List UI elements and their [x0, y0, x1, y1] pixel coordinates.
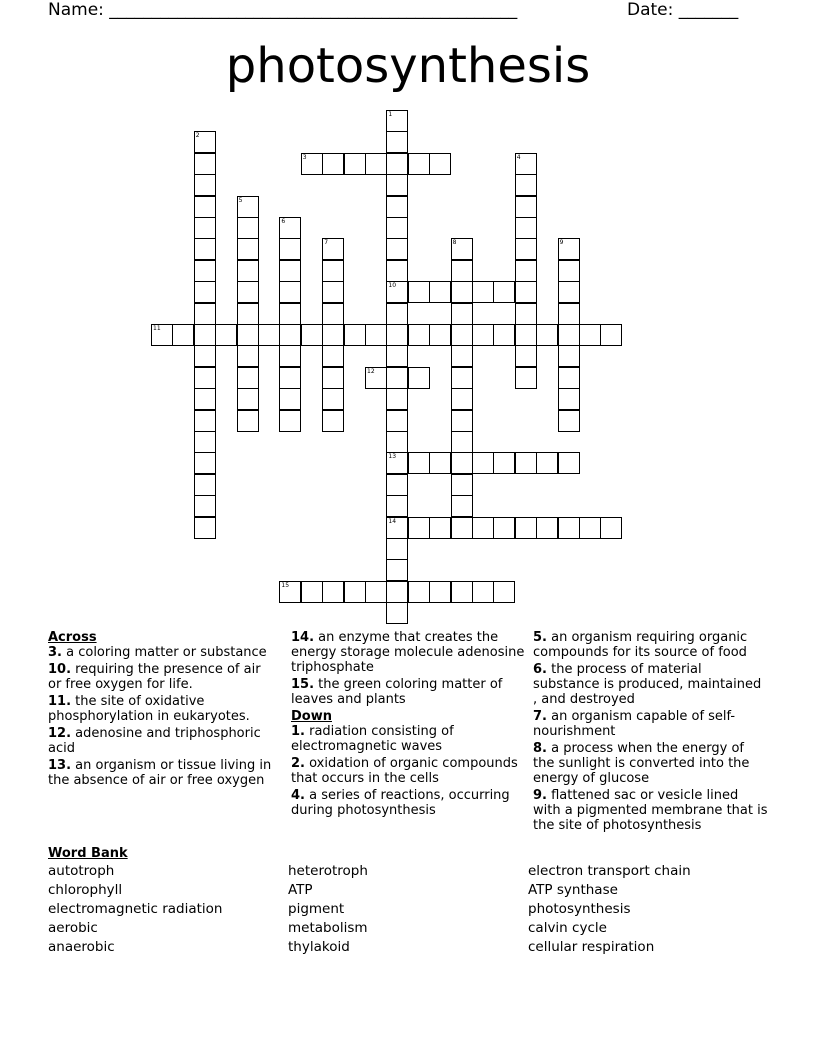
crossword-cell[interactable]	[279, 345, 301, 367]
crossword-cell[interactable]	[558, 303, 580, 325]
crossword-cell[interactable]	[194, 217, 216, 239]
crossword-cell[interactable]	[600, 324, 622, 346]
crossword-cell[interactable]	[279, 410, 301, 432]
crossword-cell[interactable]	[493, 452, 515, 474]
crossword-cell[interactable]	[515, 303, 537, 325]
crossword-cell[interactable]	[579, 517, 601, 539]
crossword-cell[interactable]	[536, 452, 558, 474]
crossword-cell[interactable]	[194, 452, 216, 474]
crossword-cell[interactable]	[386, 495, 408, 517]
crossword-cell[interactable]	[322, 581, 344, 603]
crossword-cell[interactable]	[515, 174, 537, 196]
crossword-cell[interactable]	[408, 281, 430, 303]
clue-down-7: 7. an organism capable of self-nourishment	[533, 709, 736, 739]
crossword-cell[interactable]	[515, 324, 537, 346]
clue-across-11: 11. the site of oxidative phosphorylation in eukaryotes.	[48, 694, 250, 724]
crossword-cell[interactable]	[451, 303, 473, 325]
crossword-cell[interactable]	[536, 324, 558, 346]
crossword-cell[interactable]	[600, 517, 622, 539]
crossword-cell[interactable]	[237, 281, 259, 303]
crossword-cell[interactable]	[172, 324, 194, 346]
crossword-cell[interactable]	[408, 452, 430, 474]
crossword-cell[interactable]	[451, 452, 473, 474]
crossword-cell[interactable]	[386, 238, 408, 260]
word-bank-item: calvin cycle	[528, 920, 607, 936]
crossword-cell[interactable]	[194, 517, 216, 539]
cell-number: 2	[195, 132, 200, 140]
crossword-cell[interactable]	[451, 581, 473, 603]
crossword-cell[interactable]	[344, 581, 366, 603]
crossword-cell[interactable]	[237, 410, 259, 432]
crossword-cell[interactable]	[515, 345, 537, 367]
crossword-cell[interactable]	[451, 238, 473, 260]
crossword-cell[interactable]	[194, 174, 216, 196]
crossword-cell[interactable]	[386, 517, 408, 539]
crossword-cell[interactable]	[558, 324, 580, 346]
crossword-cell[interactable]	[429, 281, 451, 303]
crossword-cell[interactable]	[194, 281, 216, 303]
cell-number: 6	[281, 218, 286, 225]
crossword-cell[interactable]	[451, 324, 473, 346]
clue-across-10: 10. requiring the presence of air or free oxygen for life.	[48, 662, 261, 692]
crossword-cell[interactable]	[386, 474, 408, 496]
crossword-cell[interactable]	[194, 324, 216, 346]
crossword-cell[interactable]	[429, 153, 451, 175]
crossword-cell[interactable]	[451, 474, 473, 496]
crossword-cell[interactable]	[515, 238, 537, 260]
crossword-cell[interactable]	[344, 153, 366, 175]
crossword-cell[interactable]	[194, 388, 216, 410]
crossword-cell[interactable]	[237, 260, 259, 282]
crossword-cell[interactable]	[408, 153, 430, 175]
crossword-cell[interactable]	[194, 196, 216, 218]
word-bank-item: pigment	[288, 901, 345, 917]
crossword-cell[interactable]	[515, 517, 537, 539]
crossword-cell[interactable]	[194, 367, 216, 389]
word-bank-item: ATP synthase	[528, 882, 618, 898]
crossword-cell[interactable]	[194, 431, 216, 453]
crossword-cell[interactable]	[322, 281, 344, 303]
crossword-cell[interactable]	[386, 367, 408, 389]
clues-column-3	[533, 630, 768, 835]
cell-number: 12	[367, 367, 375, 375]
crossword-cell[interactable]	[429, 517, 451, 539]
crossword-cell[interactable]	[237, 196, 259, 218]
date-label: Date:	[627, 0, 679, 20]
crossword-cell[interactable]	[194, 345, 216, 367]
clue-down-8: 8. a process when the energy of the sunlight is converted into the energy of glucose	[533, 741, 750, 786]
crossword-cell[interactable]	[194, 131, 216, 153]
crossword-cell[interactable]	[558, 452, 580, 474]
cell-number: 13	[388, 453, 397, 461]
crossword-cell[interactable]	[558, 238, 580, 260]
crossword-cell[interactable]	[386, 388, 408, 410]
name-blank[interactable]: ________________________________________________	[109, 0, 518, 20]
clue-across-3: 3. a coloring matter or substance	[48, 645, 267, 660]
crossword-cell[interactable]	[279, 281, 301, 303]
crossword-cell[interactable]	[322, 303, 344, 325]
clues-column-1	[48, 630, 276, 790]
date-field[interactable]	[627, 0, 738, 20]
crossword-cell[interactable]	[493, 281, 515, 303]
crossword-cell[interactable]	[472, 281, 494, 303]
word-bank-item: electromagnetic radiation	[48, 901, 223, 917]
clue-across-14: 14. an enzyme that creates the energy storage molecule adenosine triphosphate	[291, 630, 525, 675]
crossword-cell[interactable]	[279, 238, 301, 260]
name-label: Name:	[48, 0, 110, 20]
crossword-cell[interactable]	[237, 303, 259, 325]
word-bank-item: autotroph	[48, 863, 115, 879]
crossword-cell[interactable]	[515, 260, 537, 282]
crossword-cell[interactable]	[429, 452, 451, 474]
crossword-cell[interactable]	[194, 260, 216, 282]
crossword-cell[interactable]	[386, 153, 408, 175]
crossword-cell[interactable]	[408, 367, 430, 389]
crossword-cell[interactable]	[515, 196, 537, 218]
crossword-cell[interactable]	[386, 452, 408, 474]
crossword-cell[interactable]	[237, 388, 259, 410]
crossword-cell[interactable]	[386, 303, 408, 325]
crossword-cell[interactable]	[365, 324, 387, 346]
crossword-cell[interactable]	[258, 324, 280, 346]
crossword-cell[interactable]	[558, 367, 580, 389]
clue-across-13: 13. an organism or tissue living in the absence of air or free oxygen	[48, 758, 272, 788]
crossword-cell[interactable]	[429, 581, 451, 603]
crossword-cell[interactable]	[451, 388, 473, 410]
cell-number: 5	[238, 196, 243, 204]
crossword-cell[interactable]	[515, 452, 537, 474]
crossword-cell[interactable]	[408, 581, 430, 603]
crossword-cell[interactable]	[194, 474, 216, 496]
crossword-cell[interactable]	[194, 495, 216, 517]
crossword-cell[interactable]	[215, 324, 237, 346]
crossword-cell[interactable]	[237, 345, 259, 367]
crossword-cell[interactable]	[194, 303, 216, 325]
clue-down-4: 4. a series of reactions, occurring during photosynthesis	[291, 788, 510, 818]
down-heading: Down	[291, 709, 332, 724]
crossword-cell[interactable]	[322, 367, 344, 389]
crossword-cell[interactable]	[386, 410, 408, 432]
cell-number: 10	[388, 282, 397, 290]
cell-number: 4	[516, 153, 521, 161]
crossword-cell[interactable]	[386, 110, 408, 132]
crossword-cell[interactable]	[386, 559, 408, 581]
word-bank-item: aerobic	[48, 920, 98, 936]
crossword-cell[interactable]	[322, 238, 344, 260]
crossword-cell[interactable]	[322, 260, 344, 282]
crossword-cell[interactable]	[515, 281, 537, 303]
crossword-cell[interactable]	[386, 602, 408, 624]
crossword-cell[interactable]	[451, 495, 473, 517]
cell-number: 3	[302, 153, 307, 161]
crossword-cell[interactable]	[386, 581, 408, 603]
crossword-cell[interactable]	[558, 410, 580, 432]
crossword-cell[interactable]	[515, 153, 537, 175]
crossword-cell[interactable]	[194, 153, 216, 175]
crossword-cell[interactable]	[451, 431, 473, 453]
crossword-cell[interactable]	[344, 324, 366, 346]
word-bank-item: electron transport chain	[528, 863, 691, 879]
across-heading: Across	[48, 630, 97, 645]
crossword-cell[interactable]	[386, 431, 408, 453]
crossword-cell[interactable]	[365, 367, 387, 389]
crossword-cell[interactable]	[558, 281, 580, 303]
crossword-cell[interactable]	[386, 345, 408, 367]
crossword-cell[interactable]	[386, 174, 408, 196]
name-field[interactable]	[48, 0, 517, 20]
crossword-cell[interactable]	[515, 367, 537, 389]
crossword-cell[interactable]	[151, 324, 173, 346]
crossword-cell[interactable]	[386, 196, 408, 218]
crossword-cell[interactable]	[279, 324, 301, 346]
crossword-cell[interactable]	[515, 217, 537, 239]
crossword-cell[interactable]	[451, 517, 473, 539]
word-bank-item: chlorophyll	[48, 882, 123, 898]
clue-down-9: 9. flattened sac or vesicle lined with a pigmented membrane that is the site of photosynthesis	[533, 788, 768, 833]
crossword-cell[interactable]	[237, 238, 259, 260]
word-bank-heading-wrap	[48, 846, 128, 861]
crossword-cell[interactable]	[558, 260, 580, 282]
crossword-cell[interactable]	[386, 538, 408, 560]
crossword-cell[interactable]	[451, 260, 473, 282]
crossword-cell[interactable]	[279, 303, 301, 325]
crossword-cell[interactable]	[558, 345, 580, 367]
crossword-cell[interactable]	[322, 345, 344, 367]
crossword-cell[interactable]	[322, 388, 344, 410]
crossword-cell[interactable]	[237, 217, 259, 239]
crossword-cell[interactable]	[279, 367, 301, 389]
cell-number: 9	[559, 239, 564, 247]
crossword-cell[interactable]	[386, 260, 408, 282]
cell-number: 15	[281, 581, 290, 589]
crossword-cell[interactable]	[451, 345, 473, 367]
crossword-cell[interactable]	[451, 410, 473, 432]
crossword-cell[interactable]	[472, 517, 494, 539]
crossword-cell[interactable]	[558, 517, 580, 539]
cell-number: 14	[388, 517, 397, 525]
crossword-cell[interactable]	[536, 517, 558, 539]
word-bank-item: heterotroph	[288, 863, 368, 879]
crossword-cell[interactable]	[472, 324, 494, 346]
crossword-cell[interactable]	[386, 217, 408, 239]
word-bank-item: photosynthesis	[528, 901, 631, 917]
word-bank-item: anaerobic	[48, 939, 115, 955]
crossword-cell[interactable]	[237, 367, 259, 389]
clue-down-1: 1. radiation consisting of electromagnetic waves	[291, 724, 454, 754]
word-bank-heading: Word Bank	[48, 846, 128, 861]
clue-down-2: 2. oxidation of organic compounds that occurs in the cells	[291, 756, 518, 786]
cell-number: 7	[324, 239, 329, 247]
clue-across-15: 15. the green coloring matter of leaves and plants	[291, 677, 503, 707]
crossword-cell[interactable]	[194, 238, 216, 260]
word-bank-item: ATP	[288, 882, 313, 898]
crossword-cell[interactable]	[493, 581, 515, 603]
crossword-cell[interactable]	[493, 517, 515, 539]
crossword-cell[interactable]	[279, 388, 301, 410]
clues-column-2	[291, 630, 527, 820]
crossword-cell[interactable]	[558, 388, 580, 410]
crossword-cell[interactable]	[194, 410, 216, 432]
crossword-cell[interactable]	[322, 153, 344, 175]
crossword-cell[interactable]	[386, 131, 408, 153]
crossword-cell[interactable]	[429, 324, 451, 346]
crossword-cell[interactable]	[408, 517, 430, 539]
page-title: photosynthesis	[225, 38, 591, 94]
crossword-cell[interactable]	[365, 581, 387, 603]
crossword-cell[interactable]	[493, 324, 515, 346]
crossword-cell[interactable]	[386, 324, 408, 346]
crossword-cell[interactable]	[451, 281, 473, 303]
crossword-cell[interactable]	[279, 260, 301, 282]
crossword-cell[interactable]	[365, 153, 387, 175]
word-bank-column-3	[528, 862, 691, 957]
cell-number: 8	[452, 239, 457, 247]
clue-down-5: 5. an organism requiring organic compounds for its source of food	[533, 630, 748, 660]
cell-number: 1	[388, 111, 393, 118]
word-bank-item: cellular respiration	[528, 939, 655, 955]
clue-across-12: 12. adenosine and triphosphoric acid	[48, 726, 261, 756]
crossword-cell[interactable]	[301, 324, 323, 346]
cell-number: 11	[153, 325, 161, 332]
word-bank-column-1	[48, 862, 222, 957]
crossword-cell[interactable]	[408, 324, 430, 346]
crossword-cell[interactable]	[579, 324, 601, 346]
date-blank[interactable]: _______	[678, 0, 739, 20]
crossword-cell[interactable]	[279, 581, 301, 603]
crossword-cell[interactable]	[472, 581, 494, 603]
crossword-cell[interactable]	[279, 217, 301, 239]
crossword-cell[interactable]	[301, 581, 323, 603]
word-bank-item: metabolism	[288, 920, 368, 936]
crossword-cell[interactable]	[386, 281, 408, 303]
crossword-cell[interactable]	[322, 410, 344, 432]
word-bank-item: thylakoid	[288, 939, 350, 955]
clue-down-6: 6. the process of material substance is produced, maintained , and destroyed	[533, 662, 762, 707]
crossword-cell[interactable]	[451, 367, 473, 389]
crossword-cell[interactable]	[237, 324, 259, 346]
crossword-cell[interactable]	[301, 153, 323, 175]
crossword-cell[interactable]	[322, 324, 344, 346]
crossword-cell[interactable]	[472, 452, 494, 474]
word-bank-column-2	[288, 862, 368, 957]
